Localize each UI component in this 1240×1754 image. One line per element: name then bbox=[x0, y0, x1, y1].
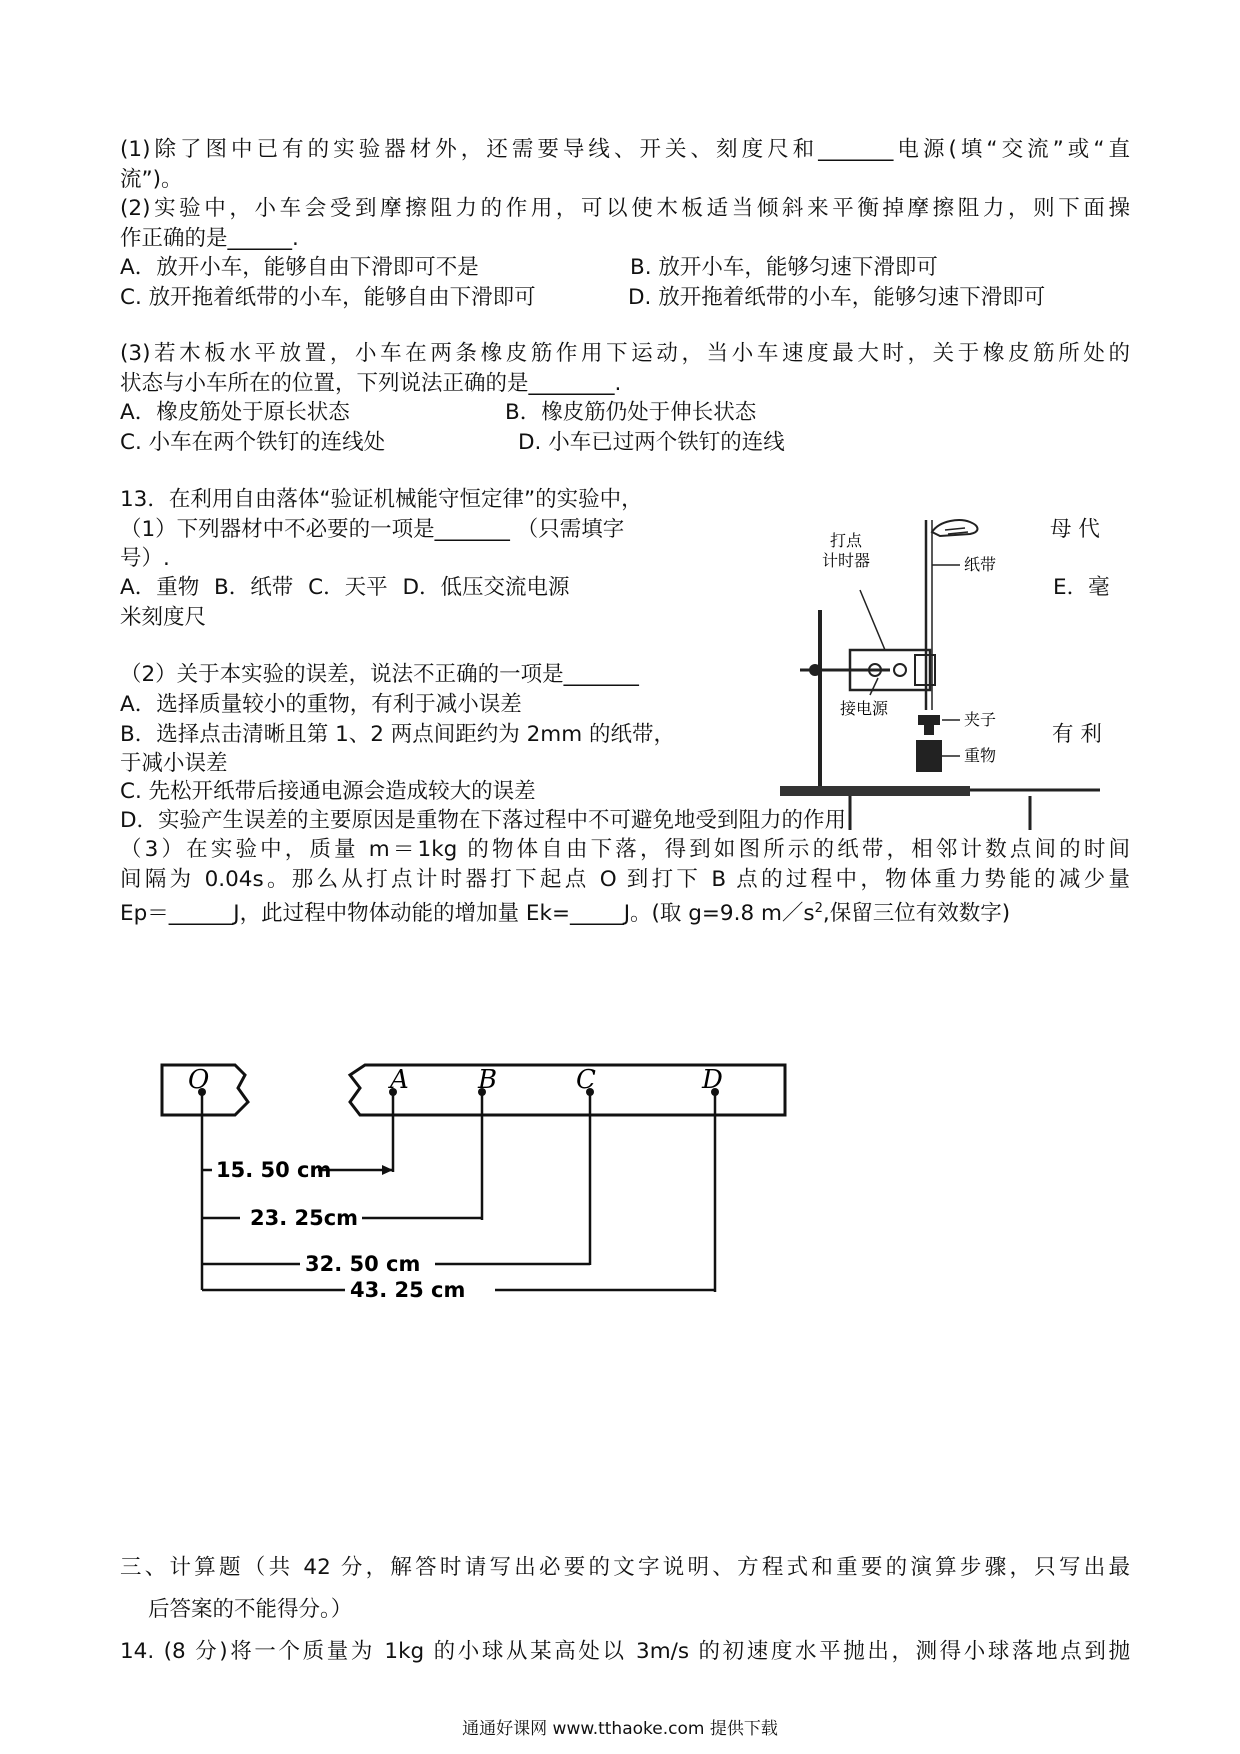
q13-part2-option-c: C. 先松开纸带后接通电源会造成较大的误差 bbox=[120, 779, 536, 804]
q12-part2-line1: (2)实验中，小车会受到摩擦阻力的作用，可以使木板适当倾斜来平衡掉摩擦阻力，则下面操 bbox=[120, 196, 1130, 221]
apparatus-timer-label-1: 打点 bbox=[830, 531, 863, 550]
apparatus-tape-label: 纸带 bbox=[964, 555, 997, 574]
q12-part3-option-d: D. 小车已过两个铁钉的连线 bbox=[518, 430, 785, 455]
q13-part3-line3 bbox=[120, 893, 1130, 930]
q12-part3-line2: 状态与小车所在的位置，下列说法正确的是________. bbox=[120, 371, 622, 396]
q12-part2-option-a: A．放开小车，能够自由下滑即可不是 bbox=[120, 255, 479, 280]
q13-part3-line3-b: ,保留三位有效数字) bbox=[822, 901, 1011, 927]
q13-part1-options: A．重物 B．纸带 C．天平 D．低压交流电源 bbox=[120, 575, 570, 600]
q13-part2-option-b: B．选择点击清晰且第 1、2 两点间距约为 2mm 的纸带， bbox=[120, 722, 676, 747]
q12-part3-option-b: B．橡皮筋仍处于伸长状态 bbox=[505, 400, 757, 425]
q13-part3-line2: 间隔为 0.04s。那么从打点计时器打下起点 O 到打下 B 点的过程中，物体重力势能的减少量 bbox=[120, 867, 1130, 892]
q13-part1-line1: （1）下列器材中不必要的一项是_______ （只需填字 bbox=[120, 517, 625, 542]
q13-part3-line3-a: Ep＝______J，此过程中物体动能的增加量 Ek=_____J。(取 g=9.8 m／s bbox=[120, 901, 815, 927]
q12-part3-line1: (3)若木板水平放置，小车在两条橡皮筋作用下运动，当小车速度最大时，关于橡皮筋所处的 bbox=[120, 341, 1130, 366]
q12-part2-line2: 作正确的是______. bbox=[120, 226, 299, 251]
q13-part1-options-right: E．毫 bbox=[1053, 575, 1110, 600]
q13-part2-option-b-line2: 于减小误差 bbox=[120, 751, 228, 776]
apparatus-power-label: 接电源 bbox=[840, 699, 889, 718]
tape-point-c: C bbox=[576, 1065, 596, 1095]
q13-part1-line2: 号）. bbox=[120, 546, 170, 571]
tape-distance-oc: 32. 50 cm bbox=[305, 1252, 421, 1276]
q12-part2-option-c: C. 放开拖着纸带的小车，能够自由下滑即可 bbox=[120, 285, 536, 310]
section3-line2: 后答案的不能得分。） bbox=[148, 1597, 353, 1622]
q13-part2-option-a: A．选择质量较小的重物，有利于减小误差 bbox=[120, 692, 522, 717]
paper-tape-figure bbox=[150, 1060, 810, 1300]
q12-part3-option-a: A．橡皮筋处于原长状态 bbox=[120, 400, 350, 425]
q12-part2-option-d: D. 放开拖着纸带的小车，能够匀速下滑即可 bbox=[628, 285, 1046, 310]
tape-point-d: D bbox=[702, 1065, 723, 1095]
q13-part3-superscript: 2 bbox=[814, 901, 823, 916]
apparatus-figure bbox=[760, 510, 1100, 830]
q13-intro: 13．在利用自由落体“验证机械能守恒定律”的实验中， bbox=[120, 487, 643, 512]
tape-distance-oa: 15. 50 cm bbox=[216, 1158, 332, 1182]
q13-part1-line1-right: 母 代 bbox=[1050, 517, 1100, 542]
q12-part3-option-c: C. 小车在两个铁钉的连线处 bbox=[120, 430, 386, 455]
apparatus-timer-label-2: 计时器 bbox=[822, 551, 871, 570]
q13-part2-option-d: D．实验产生误差的主要原因是重物在下落过程中不可避免地受到阻力的作用 bbox=[120, 808, 847, 833]
q13-part2-option-b-right: 有 利 bbox=[1052, 722, 1102, 747]
tape-point-o: O bbox=[188, 1065, 210, 1095]
section3-line1: 三、计算题（共 42 分，解答时请写出必要的文字说明、方程式和重要的演算步骤，只写出最 bbox=[120, 1555, 1130, 1580]
q12-part1-line1: (1)除了图中已有的实验器材外，还需要导线、开关、刻度尺和_______电源(填“交流”或“直 bbox=[120, 137, 1130, 162]
page-footer: 通通好课网 www.tthaoke.com 提供下载 bbox=[462, 1719, 778, 1739]
tape-point-b: B bbox=[478, 1065, 498, 1095]
tape-distance-ob: 23. 25cm bbox=[250, 1206, 359, 1230]
apparatus-clip-label: 夹子 bbox=[964, 710, 997, 729]
q13-part3-line1: （3）在实验中，质量 m＝1kg 的物体自由下落，得到如图所示的纸带，相邻计数点间的时间 bbox=[120, 837, 1130, 862]
apparatus-weight-label: 重物 bbox=[964, 746, 997, 765]
tape-point-a: A bbox=[390, 1065, 409, 1095]
q13-part1-line4: 米刻度尺 bbox=[120, 605, 207, 630]
tape-distance-od: 43. 25 cm bbox=[350, 1278, 466, 1300]
q12-part1-line2: 流”)。 bbox=[120, 167, 183, 192]
q14-line1: 14. (8 分)将一个质量为 1kg 的小球从某高处以 3m/s 的初速度水平抛出，测得小球落地点到抛 bbox=[120, 1639, 1130, 1664]
q12-part2-option-b: B. 放开小车，能够匀速下滑即可 bbox=[630, 255, 938, 280]
q13-part2-title: （2）关于本实验的误差，说法不正确的一项是_______ bbox=[120, 662, 639, 687]
